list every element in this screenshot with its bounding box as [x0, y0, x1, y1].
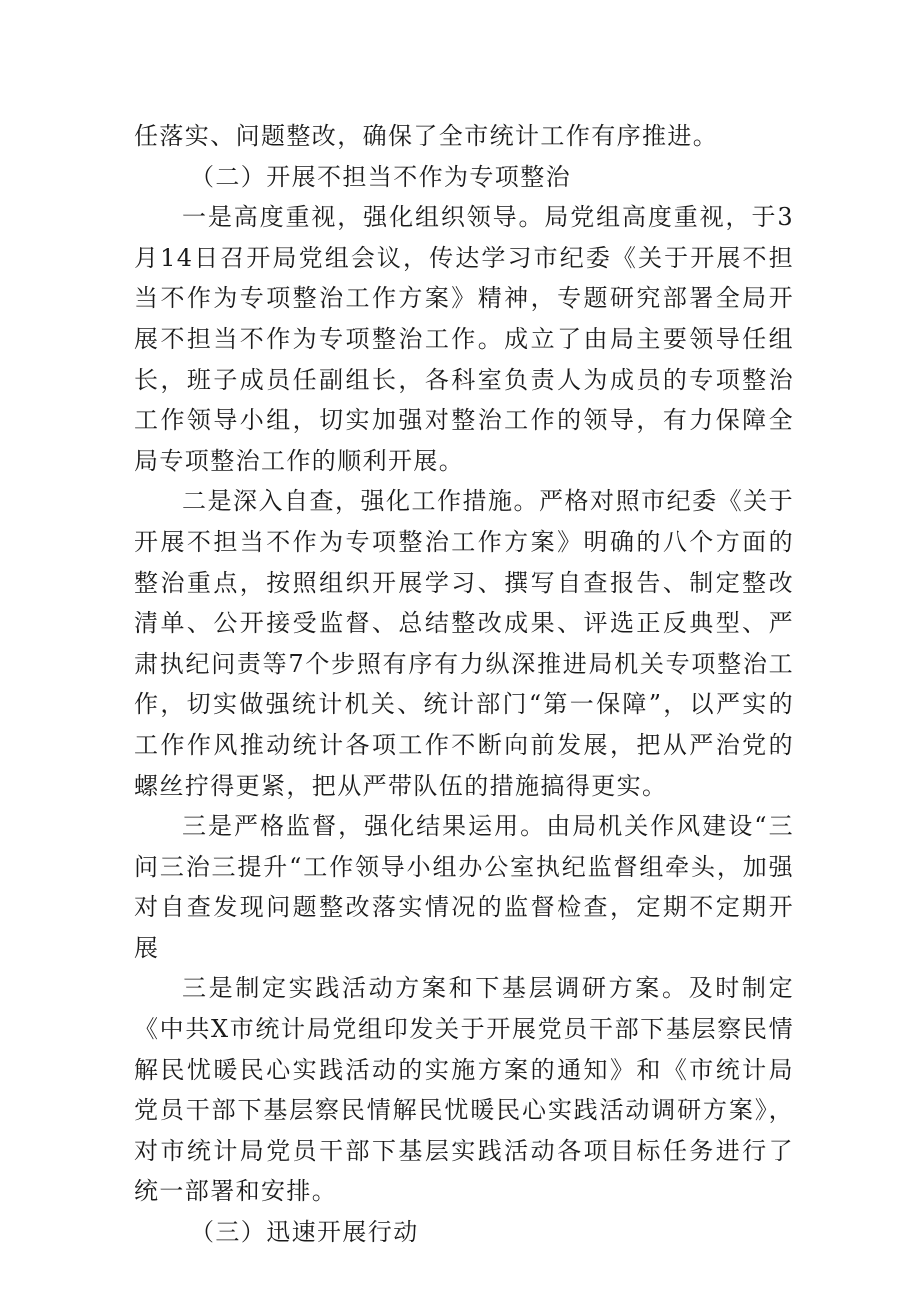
- section-heading-3: （三）迅速开展行动: [190, 1218, 419, 1247]
- paragraph-leadership: 一是高度重视，强化组织领导。局党组高度重视，于3月14日召开局党组会议，传达学习市纪委《关于开展不担当不作为专项整治工作方案》精神，专题研究部署全局开展不担当不作为专项整治工作。成立了由局主要领导任组长，班子成员任副组长，各科室负责人为成员的专项整治工作领导小组，切实加强对整治工作的领导，有力保障全局专项整治工作的顺利开展。: [134, 203, 794, 475]
- paragraph-supervision: 三是严格监督，强化结果运用。由局机关作风建设“三问三治三提升“工作领导小组办公室执纪监督组牵头，加强对自查发现问题整改落实情况的监督检查，定期不定期开展: [134, 812, 794, 962]
- section-heading-2: （二）开展不担当不作为专项整治: [190, 162, 571, 191]
- paragraph-practice-plan: 三是制定实践活动方案和下基层调研方案。及时制定《中共X市统计局党组印发关于开展党员干部下基层察民情解民忧暖民心实践活动的实施方案的通知》和《市统计局党员干部下基层察民情解民忧暖民心实践活动调研方案》，对市统计局党员干部下基层实践活动各项目标任务进行了统一部署和安排。: [134, 974, 794, 1206]
- document-body: [134, 116, 794, 1253]
- paragraph-self-inspection: 二是深入自查，强化工作措施。严格对照市纪委《关于开展不担当不作为专项整治工作方案》明确的八个方面的整治重点，按照组织开展学习、撰写自查报告、制定整改清单、公开接受监督、总结整改成果、评选正反典型、严肃执纪问责等7个步照有序有力纵深推进局机关专项整治工作，切实做强统计机关、统计部门“第一保障”，以严实的工作作风推动统计各项工作不断向前发展，把从严治党的螺丝拧得更紧，把从严带队伍的措施搞得更实。: [134, 487, 794, 800]
- paragraph-continuation: 任落实、问题整改，确保了全市统计工作有序推进。: [134, 122, 719, 150]
